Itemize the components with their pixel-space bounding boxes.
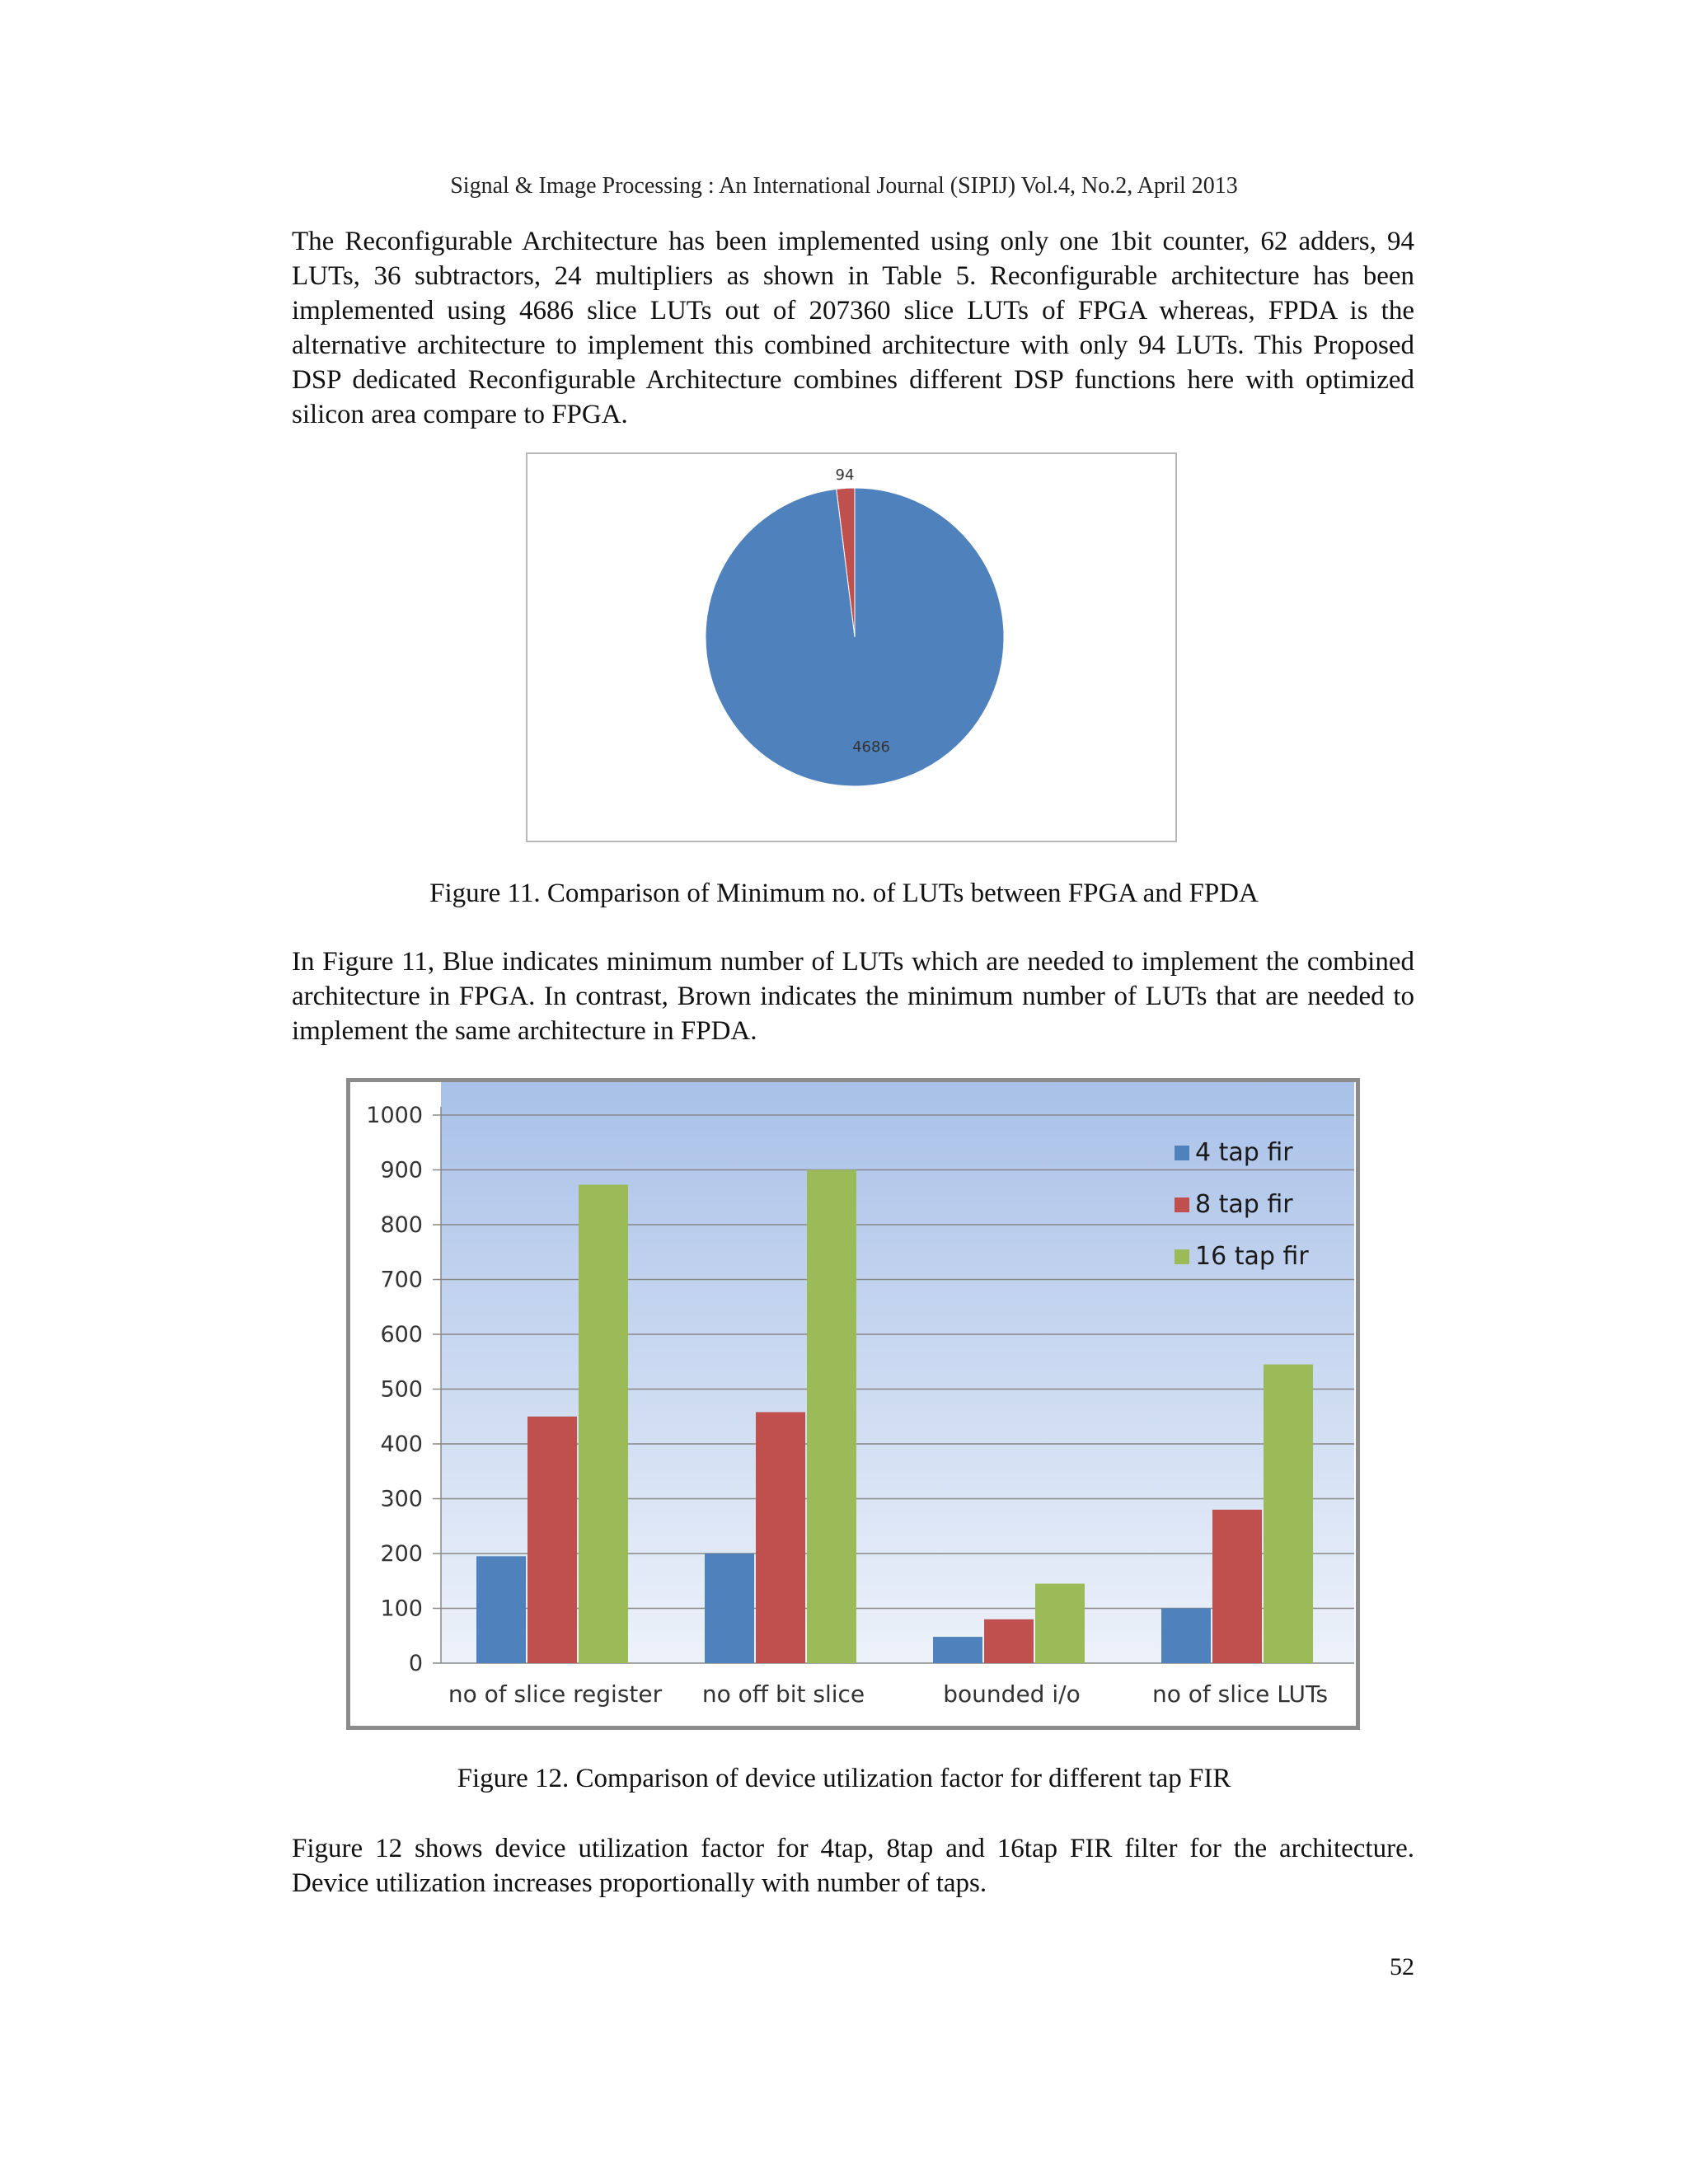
page-number: 52: [1390, 1953, 1414, 1980]
category-label-3: no of slice LUTs: [1151, 1680, 1329, 1708]
ytick-label-400: 400: [380, 1432, 423, 1457]
bar-3-2: [1264, 1365, 1313, 1663]
bar-2-1: [984, 1619, 1034, 1663]
category-label-1: no off bit slice: [701, 1680, 865, 1708]
bar-2-2: [1035, 1584, 1085, 1663]
bar-0-1: [528, 1417, 577, 1663]
ytick-label-200: 200: [380, 1541, 423, 1567]
bar-0-2: [579, 1184, 628, 1663]
legend-label-2: 16 tap fir: [1195, 1242, 1309, 1271]
pie-chart-svg: [528, 454, 1175, 841]
category-label-0: no of slice register: [448, 1680, 663, 1708]
bar-3-1: [1212, 1510, 1262, 1663]
bar-2-0: [933, 1637, 982, 1663]
paragraph-3: Figure 12 shows device utilization factor for 4tap, 8tap and 16tap FIR filter for the architecture. Device utilization increases proportionally with number of taps.: [292, 1834, 1414, 1898]
legend-label-1: 8 tap fir: [1195, 1190, 1293, 1219]
ytick-label-800: 800: [380, 1212, 423, 1238]
pie-label-4686: 4686: [852, 738, 890, 756]
legend-label-0: 4 tap fir: [1195, 1138, 1293, 1167]
legend-swatch-1: [1175, 1197, 1189, 1212]
figure-12-caption: Figure 12. Comparison of device utilization factor for different tap FIR: [457, 1764, 1231, 1793]
category-label-2: bounded i/o: [943, 1680, 1081, 1708]
ytick-label-1000: 1000: [366, 1103, 423, 1128]
bar-chart-svg: [350, 1082, 1356, 1726]
bar-1-2: [807, 1170, 856, 1664]
bar-1-1: [756, 1412, 805, 1663]
ytick-label-900: 900: [380, 1157, 423, 1183]
ytick-label-500: 500: [380, 1376, 423, 1403]
paragraph-1: The Reconfigurable Architecture has been implemented using only one 1bit counter, 62 adders, 94 LUTs, 36 subtractors, 24 multipliers as shown in Table 5. Reconfigurable architecture has been implemented using 4686 slice LUTs out of 207360 slice LUTs of FPGA whereas, FPDA is the alternative architecture to implement this combined architecture with only 94 LUTs. This Proposed DSP dedicated Reconfigurable Architecture combines different DSP functions here with optimized silicon area compare to FPGA.: [292, 227, 1414, 429]
bar-3-0: [1161, 1609, 1211, 1664]
ytick-label-0: 0: [408, 1651, 423, 1676]
legend-swatch-2: [1175, 1249, 1189, 1264]
ytick-label-100: 100: [380, 1596, 423, 1622]
paragraph-2: In Figure 11, Blue indicates minimum number of LUTs which are needed to implement the combined architecture in FPGA. In contrast, Brown indicates the minimum number of LUTs that are needed to implement the same architecture in FPDA.: [292, 947, 1414, 1046]
figure-12-bar-chart: [346, 1078, 1360, 1730]
ytick-label-300: 300: [380, 1486, 423, 1512]
ytick-label-700: 700: [380, 1267, 423, 1293]
legend-swatch-0: [1175, 1146, 1189, 1160]
figure-11-caption: Figure 11. Comparison of Minimum no. of LUTs between FPGA and FPDA: [429, 879, 1259, 908]
pie-label-94: 94: [835, 466, 855, 484]
bar-1-0: [705, 1554, 754, 1663]
figure-11-pie-chart: [526, 452, 1177, 842]
bar-0-0: [476, 1556, 526, 1663]
running-header: Signal & Image Processing : An International Journal (SIPIJ) Vol.4, No.2, April 2013: [450, 173, 1238, 199]
ytick-label-600: 600: [380, 1322, 423, 1347]
